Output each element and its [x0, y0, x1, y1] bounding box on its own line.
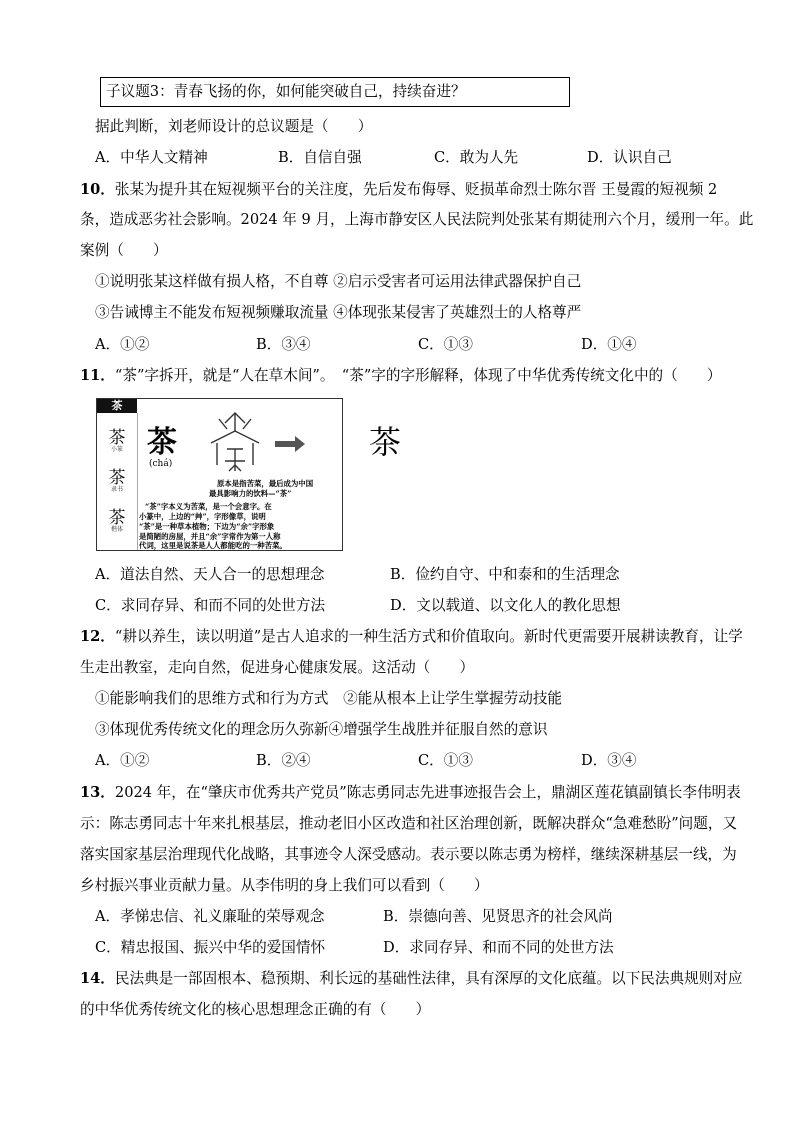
q11-number: 11． — [80, 367, 115, 384]
figure-caption-main-1: “茶”字本义为苦菜，是一个会意字。在 — [145, 502, 272, 511]
q11-option-b[interactable]: B．俭约自守、中和泰和的生活理念 — [390, 566, 620, 583]
q12-stem-line2: 生走出教室，走向自然，促进身心健康发展。这活动（ ） — [80, 659, 475, 676]
tea-character-figure — [96, 398, 402, 551]
figure-glyph-column — [97, 413, 138, 550]
q11-option-c[interactable]: C．求同存异、和而不同的处世方法 — [95, 597, 326, 614]
q12-stem-line1: 12．“耕以养生，读以明道”是古人追求的一种生活方式和价值取向。新时代更需要开展耕读教育，让学 — [80, 628, 743, 645]
q10-stem-line2: 条，造成恶劣社会影响。2024 年 9 月，上海市静安区人民法院判处张某有期徒刑六个月，缓刑一年。此 — [80, 211, 754, 228]
figure-modern-char: 茶 — [369, 423, 402, 461]
q13-stem-line3: 落实国家基层治理现代化战略，其事迹令人深受感动。表示要以陈志勇为榜样，继续深耕基层一线，为 — [80, 846, 737, 863]
q11-option-d[interactable]: D．文以载道、以文化人的教化思想 — [390, 597, 621, 614]
q12-items-line2: ③体现优秀传统文化的理念历久弥新④增强学生战胜并征服自然的意识 — [95, 721, 548, 738]
q10-option-c[interactable]: C．①③ — [418, 336, 473, 353]
figure-caption-right-1: 原本是指苦菜，最后成为中国 — [217, 479, 314, 488]
figure-caption-right-2: 最具影响力的饮料—“茶” — [209, 489, 292, 498]
q10-number: 10． — [80, 181, 115, 198]
figure-caption-main-2: 小篆中，上边的“艸”，字形像草，说明 — [139, 512, 266, 521]
q13-number: 13． — [80, 784, 115, 801]
q10-items-line1: ①说明张某这样做有损人格，不自尊 ②启示受害者可运用法律武器保护自己 — [95, 273, 582, 290]
q10-items-line2: ③告诫博主不能发布短视频赚取流量 ④体现张某侵害了英雄烈士的人格尊严 — [95, 304, 582, 321]
q10-option-b[interactable]: B．③④ — [256, 336, 311, 353]
q10-stem-line1: 10．张某为提升其在短视频平台的关注度，先后发布侮辱、贬损革命烈士陈尔晋 王曼霞的短视频 2 — [80, 181, 718, 198]
q10-option-d[interactable]: D．①④ — [581, 336, 637, 353]
q9-option-d[interactable]: D．认识自己 — [587, 149, 672, 166]
q12-option-a[interactable]: A．①② — [95, 752, 150, 769]
q13-stem-line4: 乡村振兴事业贡献力量。从李伟明的身上我们可以看到（ ） — [80, 877, 489, 894]
q12-option-d[interactable]: D．③④ — [581, 752, 637, 769]
q10-option-a[interactable]: A．①② — [95, 336, 150, 353]
glyph-seal: 茶 — [108, 428, 126, 448]
glyph-regular: 茶 — [108, 508, 126, 528]
q12-option-b[interactable]: B．②④ — [256, 752, 311, 769]
sub-topic-box: 子议题3：青春飞扬的你，如何能突破自己，持续奋进？ — [100, 77, 570, 107]
q13-option-b[interactable]: B．崇德向善、见贤思齐的社会风尚 — [383, 908, 613, 925]
q12-option-c[interactable]: C．①③ — [418, 752, 473, 769]
q13-option-d[interactable]: D．求同存异、和而不同的处世方法 — [383, 939, 614, 956]
q9-option-b[interactable]: B．自信自强 — [278, 149, 362, 166]
q13-stem-line2: 示：陈志勇同志十年来扎根基层，推动老旧小区改造和社区治理创新，既解决群众“急难愁盼”问题，又 — [80, 815, 738, 832]
q14-stem-line2: 的中华优秀传统文化的核心思想理念正确的有（ ） — [80, 1001, 431, 1018]
figure-caption-main-3: “茶”是一种草本植物；下边为“余”字形象 — [139, 522, 275, 531]
figure-big-char: 茶 — [147, 425, 177, 460]
q13-stem-line1: 13．2024 年，在“肇庆市优秀共产党员”陈志勇同志先进事迹报告会上，鼎湖区莲花镇副镇长李伟明表 — [80, 784, 741, 801]
q12-number: 12． — [80, 628, 115, 645]
q13-option-c[interactable]: C．精忠报国、振兴中华的爱国情怀 — [95, 939, 326, 956]
figure-pinyin: (chá) — [149, 459, 173, 469]
q9-option-a[interactable]: A．中华人文精神 — [95, 149, 208, 166]
q13-option-a[interactable]: A．孝悌忠信、礼义廉耻的荣辱观念 — [95, 908, 325, 925]
glyph-seal-caption: 小篆 — [110, 446, 123, 453]
q14-stem-line1: 14．民法典是一部固根本、稳预期、利长远的基础性法律，具有深厚的文化底蕴。以下民法典规则对应 — [80, 970, 743, 987]
figure-caption-main-4: 是简陋的房屋，并且“余”字常作为第一人称 — [139, 532, 281, 541]
glyph-regular-caption: 楷体 — [110, 526, 123, 533]
q12-items-line1: ①能影响我们的思维方式和行为方式 ②能从根本上让学生掌握劳动技能 — [95, 690, 563, 707]
q10-stem-line3: 案例（ ） — [80, 242, 168, 259]
q11-option-a[interactable]: A．道法自然、天人合一的思想理念 — [95, 566, 325, 583]
glyph-clerical: 茶 — [108, 468, 126, 488]
figure-caption-main-5: 代词，这里是说茶是人人都能吃的一种苦菜。 — [139, 541, 287, 550]
seal-script-illustration — [197, 409, 337, 479]
q14-number: 14． — [80, 970, 115, 987]
glyph-clerical-caption: 隶书 — [110, 486, 123, 493]
q9-option-c[interactable]: C．敢为人先 — [434, 149, 519, 166]
figure-header: 茶 — [97, 399, 137, 413]
q11-stem: 11．“茶”字拆开，就是“人在草木间”。 “茶”字的字形解释，体现了中华优秀传统文化中的（ ） — [80, 367, 722, 384]
q9-stem: 据此判断，刘老师设计的总议题是（ ） — [95, 118, 373, 135]
